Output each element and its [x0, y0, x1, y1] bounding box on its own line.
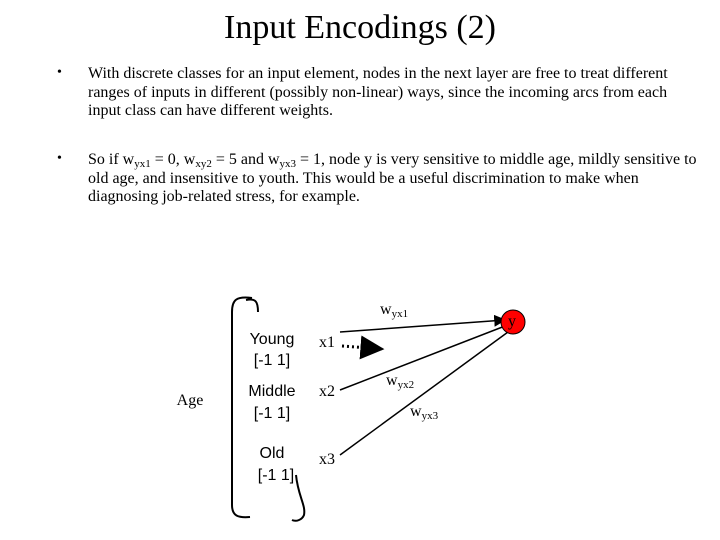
edge-x2-y	[340, 326, 505, 390]
edge-x3-y	[340, 332, 508, 455]
edge-x1-dotted	[342, 346, 382, 349]
weight-symbol: w	[410, 403, 422, 420]
class-young-range: [-1 1]	[253, 352, 291, 369]
weight-symbol: w	[380, 301, 392, 318]
class-middle-range: [-1 1]	[253, 405, 291, 422]
node-x2-label: x2	[319, 383, 335, 400]
subscript: yx1	[134, 158, 151, 170]
class-middle-name: Middle	[248, 383, 296, 400]
weight-symbol: w	[386, 372, 398, 389]
subscript: yx3	[279, 158, 296, 170]
bullet-marker: •	[57, 151, 62, 166]
subscript: xy2	[195, 158, 212, 170]
weight-yx3-label	[410, 402, 438, 421]
node-x3-label: x3	[319, 451, 335, 468]
text-run: = 5 and w	[211, 151, 280, 168]
slide-title: Input Encodings (2)	[224, 9, 496, 46]
weight-subscript: yx1	[391, 308, 409, 320]
node-y-label: y	[508, 313, 516, 330]
edge-x1-y	[340, 320, 505, 332]
bullet-marker: •	[57, 65, 62, 80]
class-young-name: Young	[249, 331, 295, 348]
weight-subscript: yx2	[397, 379, 415, 391]
weight-yx2-label	[386, 371, 414, 390]
text-run: = 0, w	[150, 151, 196, 168]
text-run: So if w	[88, 151, 135, 168]
age-label: Age	[176, 392, 204, 409]
node-x1-label: x1	[319, 334, 335, 351]
text-run: = 1, node y is very sensitive to middle age, mildly sensitive to old age, and insensitive to youth. This would be a useful discrimination to make when diagnosing job-related stress, for example.	[88, 151, 697, 205]
class-old-range: [-1 1]	[257, 467, 295, 484]
weight-yx1-label	[380, 300, 408, 319]
bullet-text-1: With discrete classes for an input element, nodes in the next layer are free to treat different ranges of inputs in different (possibly non-linear) ways, since the incoming arcs from each input class can have different weights.	[88, 65, 668, 119]
class-old-name: Old	[259, 445, 285, 462]
weight-subscript: yx3	[421, 410, 439, 422]
